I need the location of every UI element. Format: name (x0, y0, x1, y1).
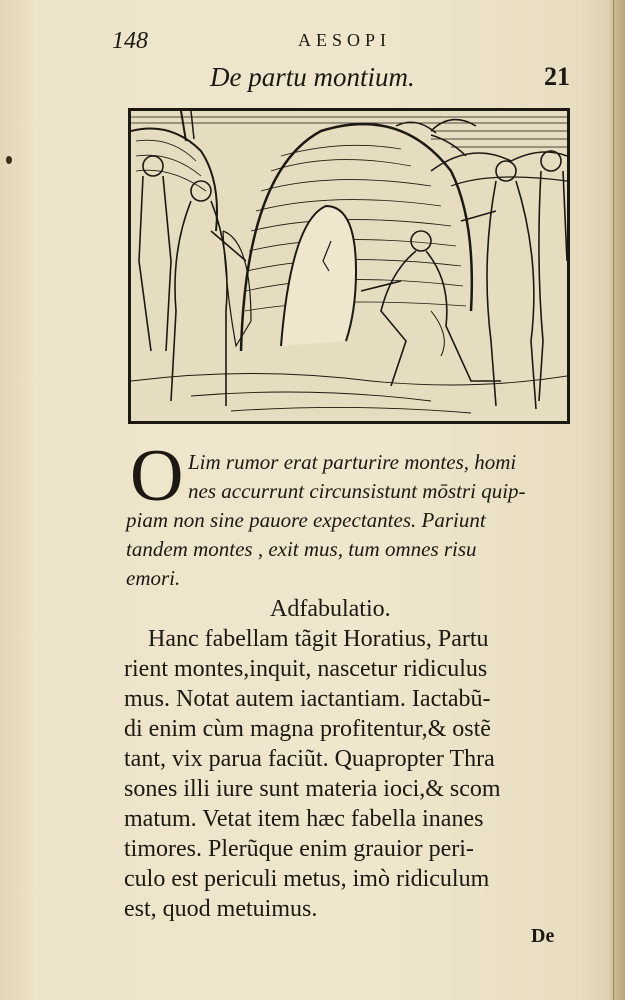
fable-text-line: tandem montes , exit mus, tum omnes risu (126, 537, 477, 561)
moral-text-line: Hanc fabellam tãgit Horatius, Partu (148, 626, 489, 652)
moral-text-line: culo est periculi metus, imò ridiculum (124, 866, 490, 892)
moral-text-line: mus. Notat autem iactantiam. Iactabũ- (124, 686, 491, 712)
moral-text-line: est, quod metuimus. (124, 896, 318, 922)
moral-text-line: tant, vix parua faciũt. Quapropter Thra (124, 746, 495, 772)
fable-text-line: emori. (126, 566, 181, 590)
fable-text-line: Lim rumor erat parturire montes, homi (188, 450, 517, 474)
moral-heading: Adfabulatio. (270, 596, 391, 622)
fable-heading (210, 62, 570, 96)
running-title: AESOPI (298, 30, 392, 50)
moral-text-line: di enim cùm magna profitentur,& ostẽ (124, 716, 491, 742)
fable-number: 21 (544, 62, 570, 91)
woodcut-illustration (128, 108, 570, 424)
drop-cap-letter: O (130, 435, 184, 517)
woodcut-drawing (131, 111, 567, 421)
fable-text-line: piam non sine pauore expectantes. Pariunt (126, 508, 486, 532)
page-header (112, 28, 562, 54)
moral-text-line: rient montes,inquit, nascetur ridiculus (124, 656, 488, 682)
page-gutter-edge (609, 0, 625, 1000)
moral-text-line: sones illi iure sunt materia ioci,& scom (124, 776, 501, 802)
moral-text-line: matum. Vetat item hæc fabella inanes (124, 806, 484, 832)
sky-hatching (131, 117, 567, 147)
fable-title: De partu montium. (210, 62, 415, 92)
catchword: De (531, 925, 555, 947)
left-figures (139, 156, 251, 406)
fable-text-line: nes accurrunt circunsistunt mōstri quip- (188, 479, 526, 503)
right-figures (461, 151, 567, 409)
ink-speck (6, 156, 12, 164)
kneeling-figure (361, 231, 501, 386)
moral-text-line: timores. Plerũque enim grauior peri- (124, 836, 474, 862)
page-number: 148 (112, 28, 148, 54)
